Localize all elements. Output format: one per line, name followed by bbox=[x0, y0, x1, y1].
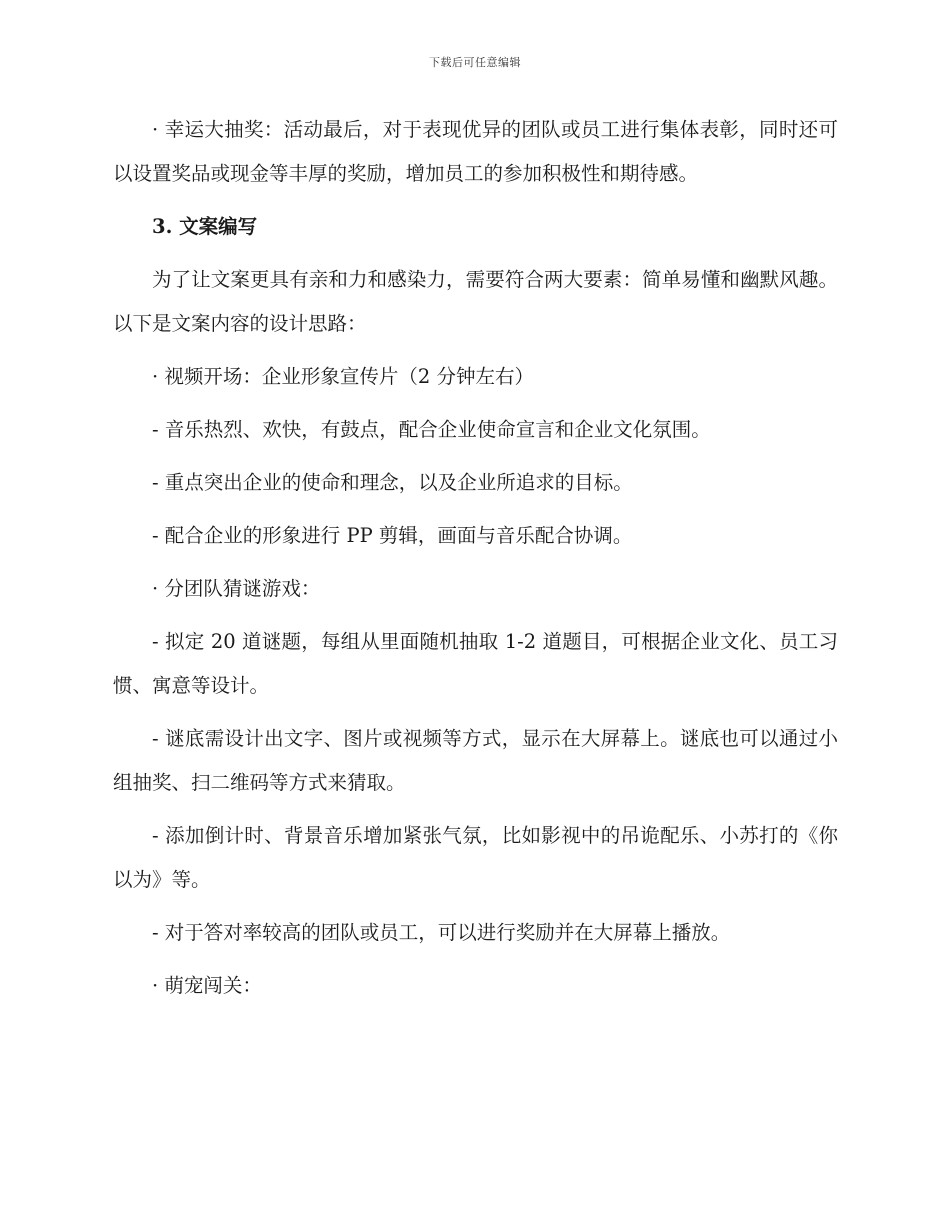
document-body bbox=[113, 108, 838, 1017]
paragraph-lucky-draw: · 幸运大抽奖：活动最后，对于表现优异的团队或员工进行集体表彰，同时还可以设置奖品或现金等丰厚的奖励，增加员工的参加积极性和期待感。 bbox=[113, 118, 838, 185]
paragraph-editing: - 配合企业的形象进行 PP 剪辑，画面与音乐配合协调。 bbox=[152, 524, 633, 547]
paragraph-countdown: - 添加倒计时、背景音乐增加紧张气氛，比如影视中的吊诡配乐、小苏打的《你以为》等。 bbox=[113, 824, 838, 891]
paragraph-pet-challenge: · 萌宠闯关： bbox=[152, 974, 262, 997]
paragraph-mission: - 重点突出企业的使命和理念，以及企业所追求的目标。 bbox=[152, 471, 633, 494]
paragraph-video-opening: · 视频开场：企业形象宣传片（2 分钟左右） bbox=[152, 365, 535, 388]
paragraph-reward: - 对于答对率较高的团队或员工，可以进行奖励并在大屏幕上播放。 bbox=[152, 921, 731, 944]
page-header: 下载后可任意编辑 bbox=[429, 56, 521, 69]
paragraph-music: - 音乐热烈、欢快，有鼓点，配合企业使命宣言和企业文化氛围。 bbox=[152, 418, 711, 441]
paragraph-riddle-answer: - 谜底需设计出文字、图片或视频等方式，显示在大屏幕上。谜底也可以通过小组抽奖、扫二维码等方式来猜取。 bbox=[113, 727, 838, 794]
paragraph-riddle-game: · 分团队猜谜游戏： bbox=[152, 577, 321, 600]
section-heading-copywriting: 3. 文案编写 bbox=[152, 215, 258, 238]
paragraph-copy-intro: 为了让文案更具有亲和力和感染力，需要符合两大要素：简单易懂和幽默风趣。以下是文案内容的设计思路： bbox=[113, 268, 838, 335]
paragraph-riddle-count: - 拟定 20 道谜题，每组从里面随机抽取 1-2 道题目，可根据企业文化、员工习惯、寓意等设计。 bbox=[113, 630, 838, 697]
